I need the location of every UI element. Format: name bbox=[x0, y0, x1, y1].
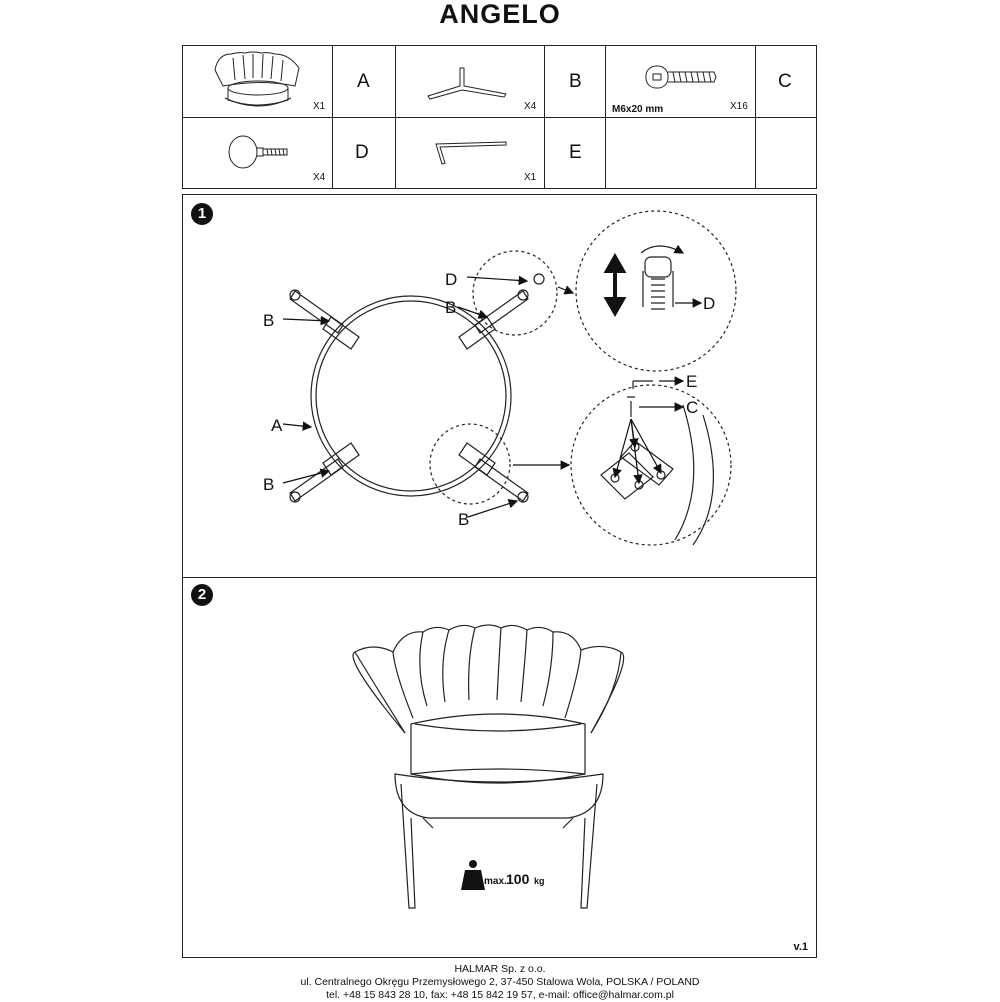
part-a-qty: X1 bbox=[313, 101, 326, 112]
detail-circle-c bbox=[571, 385, 731, 545]
part-e-qty: X1 bbox=[524, 172, 537, 183]
label-b-1: B bbox=[263, 311, 275, 330]
label-b-3: B bbox=[458, 510, 470, 529]
foot-glide-icon bbox=[183, 118, 333, 189]
step-1-diagram bbox=[183, 195, 816, 577]
step-2-number: 2 bbox=[191, 584, 213, 606]
part-d-qty: X4 bbox=[313, 172, 326, 183]
part-c-image-cell bbox=[606, 46, 756, 118]
footer bbox=[0, 963, 1000, 1002]
part-e-letter: E bbox=[569, 142, 582, 163]
part-b-letter-cell bbox=[545, 46, 606, 118]
step-1-panel bbox=[182, 194, 817, 578]
leg-icon bbox=[396, 46, 545, 118]
part-b-image-cell bbox=[396, 46, 545, 118]
assembled-chair-drawing bbox=[183, 578, 816, 957]
part-d-image-cell bbox=[183, 118, 333, 189]
label-c: C bbox=[686, 398, 699, 417]
part-b-letter: B bbox=[569, 71, 582, 92]
parts-table bbox=[182, 45, 817, 189]
allen-key-icon bbox=[396, 118, 545, 189]
product-title: ANGELO bbox=[439, 0, 561, 29]
footer-contact: tel. +48 15 843 28 10, fax: +48 15 842 19 57, e-mail: office@halmar.com.pl bbox=[326, 989, 674, 1001]
part-d-letter: D bbox=[355, 142, 369, 163]
label-d-2: D bbox=[703, 294, 716, 313]
part-c-qty: X16 bbox=[730, 101, 748, 112]
label-d-1: D bbox=[445, 270, 458, 289]
part-b-qty: X4 bbox=[524, 101, 537, 112]
footer-address: ul. Centralnego Okręgu Przemysłowego 2, 37-450 Stalowa Wola, POLSKA / POLAND bbox=[300, 976, 700, 988]
label-b-4: B bbox=[445, 298, 457, 317]
label-a: A bbox=[271, 416, 283, 435]
seat-ring bbox=[311, 296, 511, 496]
weight-icon bbox=[461, 860, 485, 890]
step-1-number: 1 bbox=[191, 203, 213, 225]
max-load-unit: kg bbox=[534, 876, 545, 886]
part-a-letter: A bbox=[357, 71, 370, 92]
part-c-letter-cell bbox=[756, 46, 817, 118]
part-c-dimension: M6x20 mm bbox=[612, 104, 664, 115]
part-c-letter: C bbox=[778, 71, 792, 92]
part-e-letter-cell bbox=[545, 118, 606, 189]
part-a-letter-cell bbox=[333, 46, 396, 118]
part-d-letter-cell bbox=[333, 118, 396, 189]
footer-company: HALMAR Sp. z o.o. bbox=[454, 963, 546, 975]
empty-cell bbox=[606, 118, 756, 189]
part-a-image-cell bbox=[183, 46, 333, 118]
max-load-value: 100 bbox=[506, 871, 530, 887]
label-b-2: B bbox=[263, 475, 275, 494]
part-e-image-cell bbox=[396, 118, 545, 189]
empty-cell bbox=[756, 118, 817, 189]
chair-icon bbox=[183, 46, 333, 118]
step-2-panel bbox=[182, 577, 817, 958]
max-load-prefix: max. bbox=[484, 876, 507, 887]
label-e: E bbox=[686, 372, 698, 391]
version-label: v.1 bbox=[793, 941, 808, 953]
